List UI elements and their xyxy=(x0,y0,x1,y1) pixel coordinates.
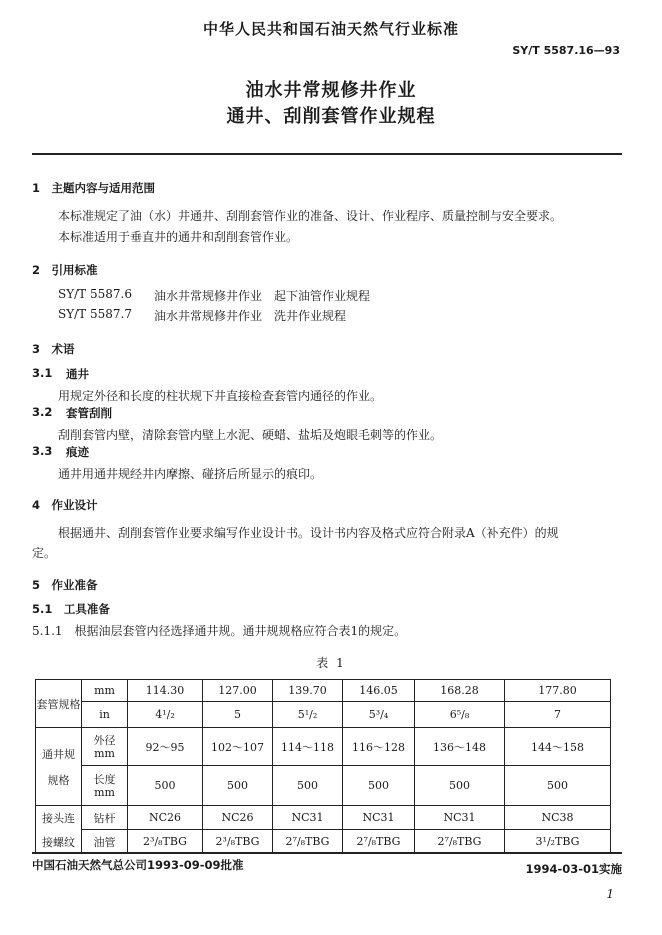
page-number: 1 xyxy=(606,887,614,901)
casing-in-3: 5¹/₂ xyxy=(273,702,343,728)
drill-thread-4: NC31 xyxy=(343,806,415,830)
drill-thread-5: NC31 xyxy=(415,806,505,830)
casing-in-4: 5³/₄ xyxy=(343,702,415,728)
table-row xyxy=(36,830,611,854)
od-label xyxy=(82,728,128,766)
od-unit: mm xyxy=(94,746,115,760)
reference-1-code: SY/T 5587.6 xyxy=(58,287,132,301)
term-3-1-number: 3.1 xyxy=(32,366,53,380)
casing-in-6: 7 xyxy=(505,702,611,728)
standard-code: SY/T 5587.16—93 xyxy=(512,44,620,57)
drill-pipe-label: 钻杆 xyxy=(82,806,128,830)
implementation-date: 1994-03-01实施 xyxy=(525,862,622,876)
od-label-text: 外径 xyxy=(93,733,116,747)
table-row xyxy=(36,766,611,806)
section-3-heading: 3 术语 xyxy=(32,342,75,356)
table-1-caption: 表 1 xyxy=(316,656,346,670)
drill-thread-3: NC31 xyxy=(273,806,343,830)
reference-2-code: SY/T 5587.7 xyxy=(58,307,132,321)
reference-2-name: 油水井常规修井作业 洗井作业规程 xyxy=(154,309,347,323)
gauge-od-3: 114～118 xyxy=(273,728,343,766)
section-5-heading: 5 作业准备 xyxy=(32,578,98,592)
approval-note: 中国石油天然气总公司1993-09-09批准 xyxy=(32,858,244,872)
thread-label-line1: 接头连 xyxy=(42,811,75,825)
header-rule xyxy=(32,153,622,155)
gauge-od-4: 116～128 xyxy=(343,728,415,766)
section-4-para-continued: 定。 xyxy=(32,546,57,560)
table-row xyxy=(36,680,611,702)
tubing-thread-5: 2⁷/₈TBG xyxy=(415,830,505,854)
table-row xyxy=(36,806,611,830)
gauge-len-4: 500 xyxy=(343,766,415,806)
tubing-thread-3: 2⁷/₈TBG xyxy=(273,830,343,854)
gauge-len-3: 500 xyxy=(273,766,343,806)
tubing-label: 油管 xyxy=(82,830,128,854)
casing-mm-4: 146.05 xyxy=(343,680,415,702)
section-4-para: 根据通井、刮削套管作业要求编写作业设计书。设计书内容及格式应符合附录A（补充件）的规 xyxy=(58,526,559,540)
casing-mm-2: 127.00 xyxy=(203,680,273,702)
tubing-thread-4: 2⁷/₈TBG xyxy=(343,830,415,854)
table-row xyxy=(36,728,611,766)
gauge-len-1: 500 xyxy=(128,766,203,806)
gauge-od-5: 136～148 xyxy=(415,728,505,766)
gauge-od-1: 92～95 xyxy=(128,728,203,766)
standard-category-title: 中华人民共和国石油天然气行业标准 xyxy=(202,20,459,38)
term-3-2-number: 3.2 xyxy=(32,405,53,419)
term-3-3-definition: 通井用通井规经井内摩擦、碰挤后所显示的痕印。 xyxy=(58,467,323,481)
section-1-para-1: 本标准规定了油（水）井通井、刮削套管作业的准备、设计、作业程序、质量控制与安全要求。 xyxy=(58,209,563,223)
section-2-heading: 2 引用标准 xyxy=(32,263,98,277)
casing-spec-label: 套管规格 xyxy=(36,680,82,728)
gauge-spec-label-line1: 通井规 xyxy=(42,747,75,761)
gauge-len-2: 500 xyxy=(203,766,273,806)
term-3-2-definition: 刮削套管内壁，清除套管内壁上水泥、硬蜡、盐垢及炮眼毛刺等的作业。 xyxy=(58,428,443,442)
casing-in-1: 4¹/₂ xyxy=(128,702,203,728)
table-row xyxy=(36,702,611,728)
length-label xyxy=(82,766,128,806)
table-1 xyxy=(35,679,611,854)
gauge-spec-label-line2: 规格 xyxy=(47,773,70,787)
casing-in-5: 6⁵/₈ xyxy=(415,702,505,728)
casing-mm-6: 177.80 xyxy=(505,680,611,702)
thread-label-line2: 接螺纹 xyxy=(42,835,75,849)
section-5-1-1-text: 5.1.1 根据油层套管内径选择通井规。通井规规格应符合表1的规定。 xyxy=(32,624,407,638)
gauge-len-6: 500 xyxy=(505,766,611,806)
gauge-od-2: 102～107 xyxy=(203,728,273,766)
document-title-line2: 通井、刮削套管作业规程 xyxy=(226,106,436,127)
term-3-2-name: 套管刮削 xyxy=(66,406,112,420)
section-5-1-heading: 5.1 工具准备 xyxy=(32,602,110,616)
length-label-text: 长度 xyxy=(93,772,116,786)
tubing-thread-1: 2³/₈TBG xyxy=(128,830,203,854)
gauge-od-6: 144～158 xyxy=(505,728,611,766)
section-1-heading: 1 主题内容与适用范围 xyxy=(32,181,156,195)
length-unit: mm xyxy=(94,785,115,799)
casing-mm-3: 139.70 xyxy=(273,680,343,702)
gauge-len-5: 500 xyxy=(415,766,505,806)
drill-thread-6: NC38 xyxy=(505,806,611,830)
drill-thread-1: NC26 xyxy=(128,806,203,830)
thread-label xyxy=(36,806,82,854)
casing-in-2: 5 xyxy=(203,702,273,728)
term-3-1-definition: 用规定外径和长度的柱状规下井直接检查套管内通径的作业。 xyxy=(58,389,383,403)
tubing-thread-6: 3¹/₂TBG xyxy=(505,830,611,854)
unit-in-label: in xyxy=(82,702,128,728)
section-4-heading: 4 作业设计 xyxy=(32,498,98,512)
term-3-3-number: 3.3 xyxy=(32,444,53,458)
casing-mm-5: 168.28 xyxy=(415,680,505,702)
footer-rule xyxy=(32,852,622,854)
document-title-line1: 油水井常规修井作业 xyxy=(245,80,417,101)
unit-mm-label: mm xyxy=(82,680,128,702)
section-1-para-2: 本标准适用于垂直井的通井和刮削套管作业。 xyxy=(58,230,299,244)
term-3-3-name: 痕迹 xyxy=(66,445,89,459)
tubing-thread-2: 2³/₈TBG xyxy=(203,830,273,854)
drill-thread-2: NC26 xyxy=(203,806,273,830)
gauge-spec-label xyxy=(36,728,82,806)
casing-mm-1: 114.30 xyxy=(128,680,203,702)
term-3-1-name: 通井 xyxy=(66,367,89,381)
reference-1-name: 油水井常规修井作业 起下油管作业规程 xyxy=(154,289,371,303)
